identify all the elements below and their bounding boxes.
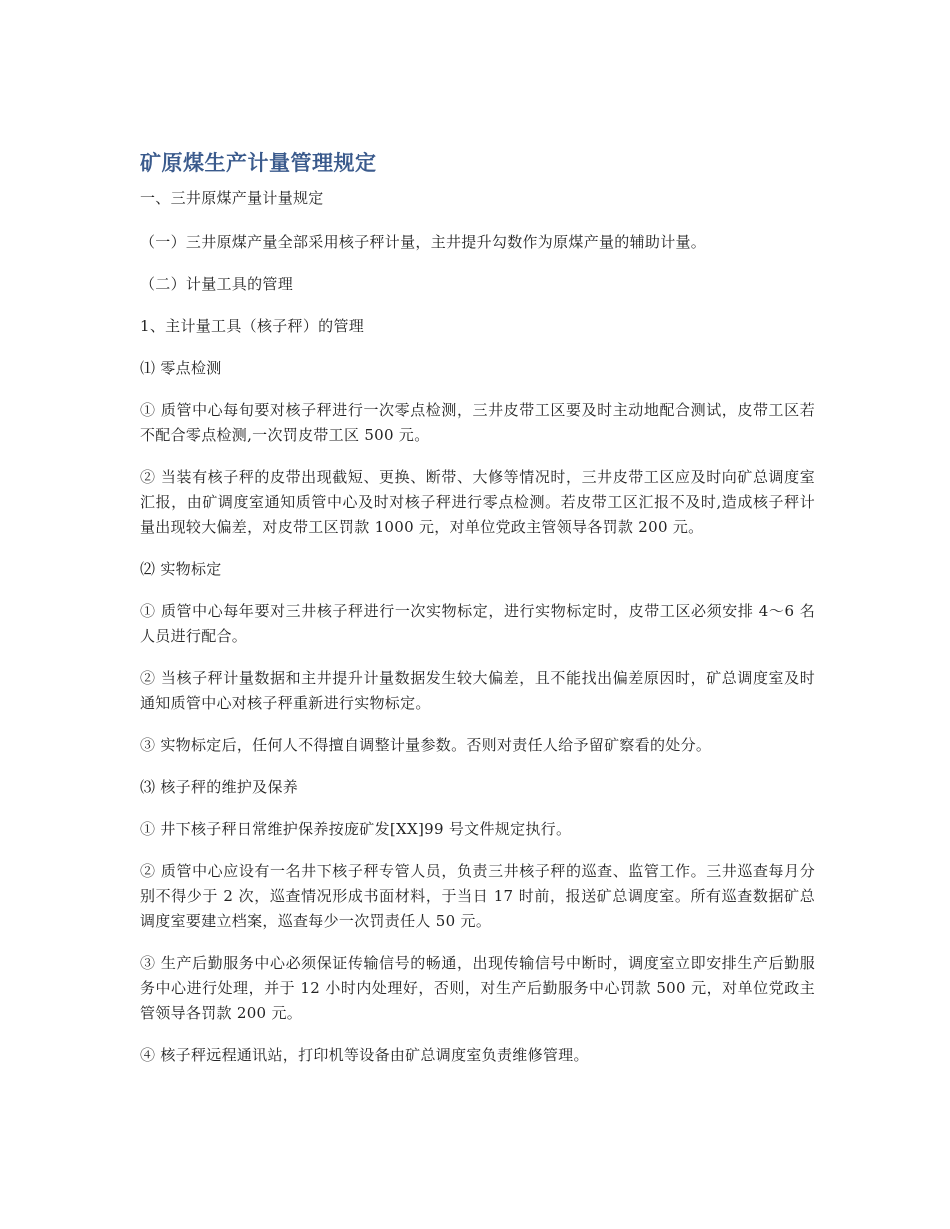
paragraph: ④ 核子秤远程通讯站，打印机等设备由矿总调度室负责维修管理。 bbox=[140, 1046, 589, 1064]
subsection-heading: 1、主计量工具（核子秤）的管理 bbox=[140, 317, 365, 335]
paragraph: ③ 生产后勤服务中心必须保证传输信号的畅通，出现传输信号中断时，调度室立即安排生产后勤服务中心进行处理，并于 12 小时内处理好，否则，对生产后勤服务中心罚款 500 元，对单位党政主管领导各罚款 200 元。 bbox=[140, 954, 815, 1022]
paragraph: （一）三井原煤产量全部采用核子秤计量，主井提升勾数作为原煤产量的辅助计量。 bbox=[140, 233, 707, 251]
section-heading: 一、三井原煤产量计量规定 bbox=[140, 189, 324, 207]
paragraph: ② 当核子秤计量数据和主井提升计量数据发生较大偏差，且不能找出偏差原因时，矿总调度室及时通知质管中心对核子秤重新进行实物标定。 bbox=[140, 669, 815, 712]
paragraph: ① 质管中心每年要对三井核子秤进行一次实物标定，进行实物标定时，皮带工区必须安排 4～6 名人员进行配合。 bbox=[140, 602, 815, 645]
item-heading: ⑶ 核子秤的维护及保养 bbox=[140, 778, 299, 796]
subsection-heading: （二）计量工具的管理 bbox=[140, 275, 294, 293]
paragraph: ③ 实物标定后，任何人不得擅自调整计量参数。否则对责任人给予留矿察看的处分。 bbox=[140, 736, 712, 754]
document-title: 矿原煤生产计量管理规定 bbox=[140, 151, 377, 175]
item-heading: ⑴ 零点检测 bbox=[140, 359, 222, 377]
paragraph: ① 质管中心每旬要对核子秤进行一次零点检测，三井皮带工区要及时主动地配合测试，皮带工区若不配合零点检测,一次罚皮带工区 500 元。 bbox=[140, 401, 815, 444]
paragraph: ② 当装有核子秤的皮带出现截短、更换、断带、大修等情况时，三井皮带工区应及时向矿总调度室汇报，由矿调度室通知质管中心及时对核子秤进行零点检测。若皮带工区汇报不及时,造成核子秤计量出现较大偏差，对皮带工区罚款 1000 元，对单位党政主管领导各罚款 200 元。 bbox=[140, 468, 815, 536]
paragraph: ① 井下核子秤日常维护保养按庞矿发[XX]99 号文件规定执行。 bbox=[140, 820, 572, 838]
paragraph: ② 质管中心应设有一名井下核子秤专管人员，负责三井核子秤的巡查、监管工作。三井巡查每月分别不得少于 2 次，巡查情况形成书面材料，于当日 17 时前，报送矿总调度室。所有巡查数据矿总调度室要建立档案，巡查每少一次罚责任人 50 元。 bbox=[140, 862, 815, 930]
item-heading: ⑵ 实物标定 bbox=[140, 560, 222, 578]
document-page bbox=[140, 148, 815, 1085]
